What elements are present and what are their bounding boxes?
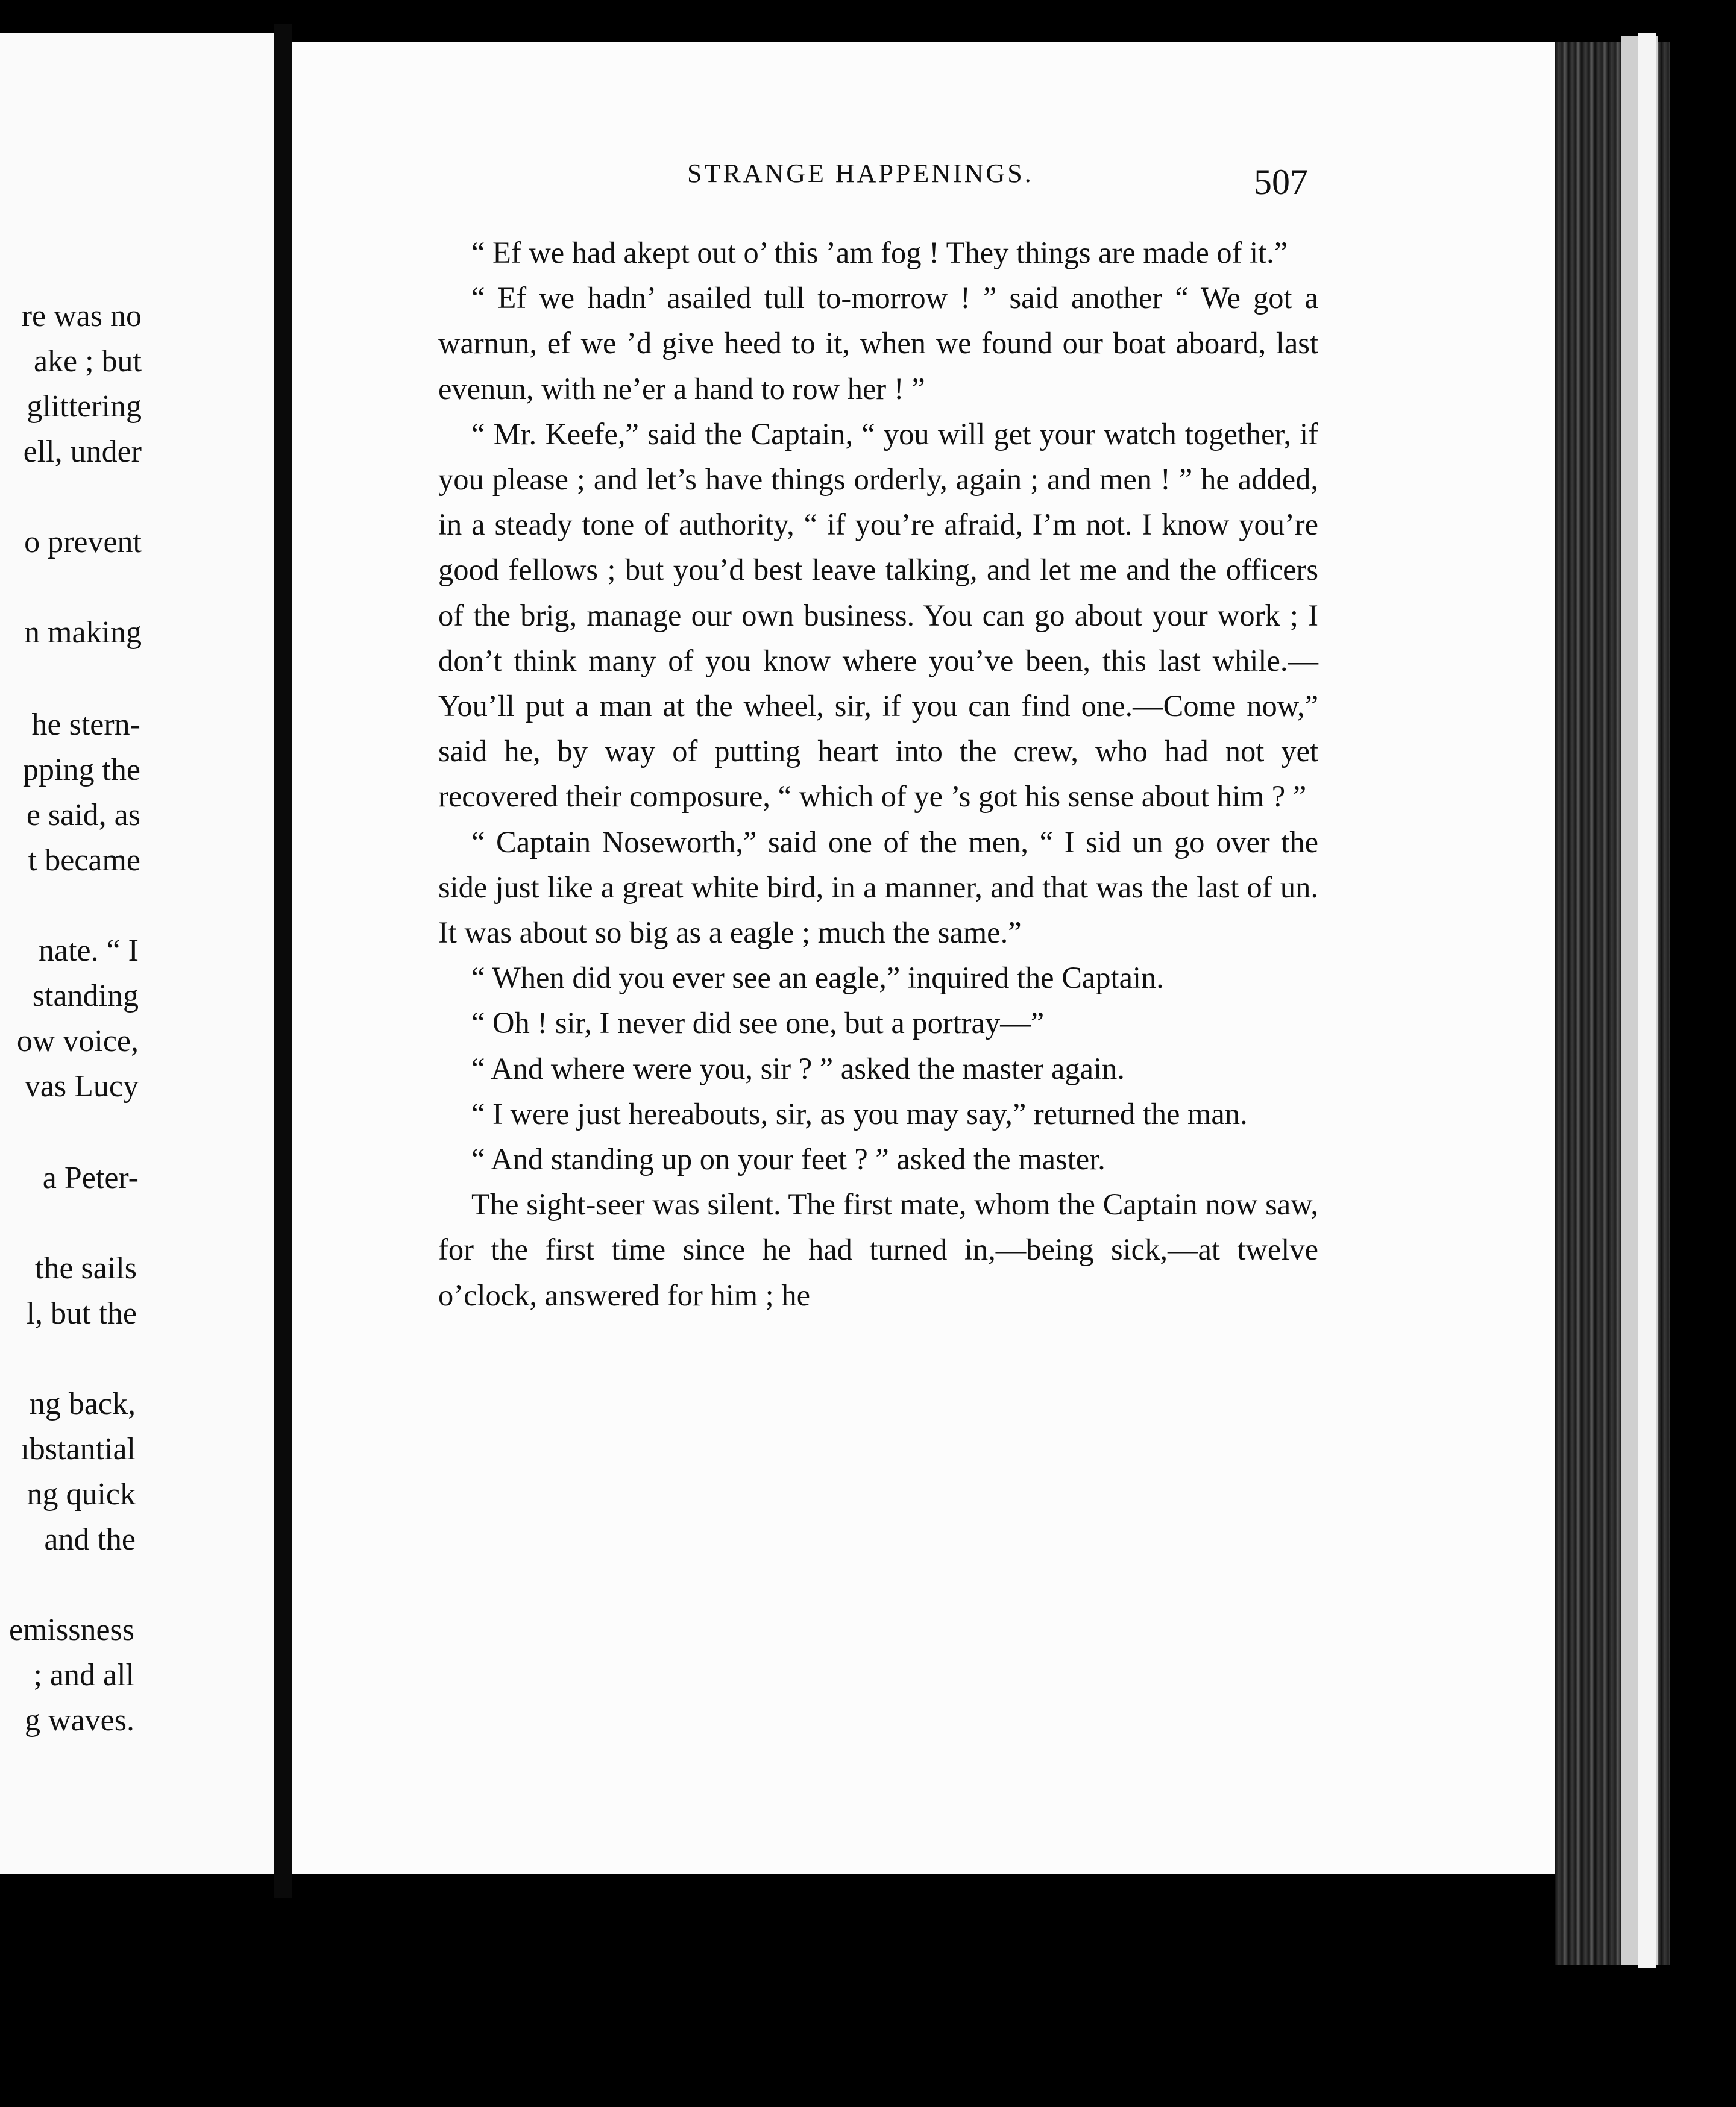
left-line: ng back, <box>29 1387 136 1421</box>
left-line: a Peter- <box>42 1161 139 1195</box>
left-line: re was no <box>21 299 142 333</box>
left-line: pping the <box>23 753 140 787</box>
paragraph: “ Oh ! sir, I never did see one, but a portray—” <box>471 1006 1045 1040</box>
left-line: o prevent <box>24 525 142 559</box>
left-line: the sails <box>35 1251 137 1286</box>
left-line: ell, under <box>23 435 142 469</box>
paragraph: “ Captain Noseworth,” said one of the men, “ I sid un go over the side just like a great white bird, in a manner, and that was the last of un. It was about so big as a eagle ; much the same.” <box>438 824 1318 950</box>
left-line: ow voice, <box>16 1024 139 1058</box>
cover-edge <box>1638 33 1656 1968</box>
left-line: emissness <box>9 1613 134 1647</box>
paragraph: “ When did you ever see an eagle,” inquired the Captain. <box>471 961 1164 995</box>
left-line: t became <box>28 843 140 878</box>
paragraph: “ And standing up on your feet ? ” asked the master. <box>471 1142 1105 1176</box>
left-line: and the <box>44 1522 136 1557</box>
left-line: ake ; but <box>33 344 142 378</box>
paragraph: The sight-seer was silent. The first mate, whom the Captain now saw, for the first time since he had turned in,—being sick,—at twelve o’clock, answered for him ; he <box>438 1187 1318 1312</box>
left-line: ng quick <box>27 1477 136 1512</box>
left-line: vas Lucy <box>24 1069 139 1104</box>
body-text <box>438 230 1318 1318</box>
left-line: standing <box>32 979 139 1013</box>
left-line: g waves. <box>25 1703 134 1738</box>
left-line: ıbstantial <box>20 1432 136 1466</box>
left-line: l, but the <box>26 1296 137 1331</box>
left-line: nate. “ I <box>38 934 139 968</box>
left-line: ; and all <box>33 1658 134 1692</box>
paragraph: “ I were just hereabouts, sir, as you may say,” returned the man. <box>471 1096 1248 1131</box>
page-number: 507 <box>1254 162 1308 202</box>
paragraph: “ Ef we had akept out o’ this ’am fog ! They things are made of it.” <box>471 236 1288 269</box>
paragraph: “ Mr. Keefe,” said the Captain, “ you will get your watch together, if you please ; and let’s have things orderly, again ; and men ! ” he added, in a steady tone of authority, “ if you’re afraid, I’m not. I know you’re good fellows ; but you’d best leave talking, and let me and the officers of the brig, manage our own business. You can go about your work ; I don’t think many of you know where you’ve been, this last while.—You’ll put a man at the wheel, sir, if you can find one.—Come now,” said he, by way of putting heart into the crew, who had not yet recovered their composure, “ which of ye ’s got his sense about him ? ” <box>438 416 1318 814</box>
paragraph: “ Ef we hadn’ asailed tull to-morrow ! ” said another “ We got a warnun, ef we ’d give heed to it, when we found our boat aboard, last evenun, with ne’er a hand to row her ! ” <box>438 281 1318 406</box>
left-line: he stern- <box>31 708 140 742</box>
running-head: STRANGE HAPPENINGS. <box>687 159 1034 188</box>
left-line: e said, as <box>26 798 140 832</box>
left-line: glittering <box>27 389 142 424</box>
left-line: n making <box>24 615 142 650</box>
left-page <box>0 33 276 1874</box>
book-gutter <box>274 24 292 1898</box>
paragraph: “ And where were you, sir ? ” asked the master again. <box>471 1051 1125 1085</box>
